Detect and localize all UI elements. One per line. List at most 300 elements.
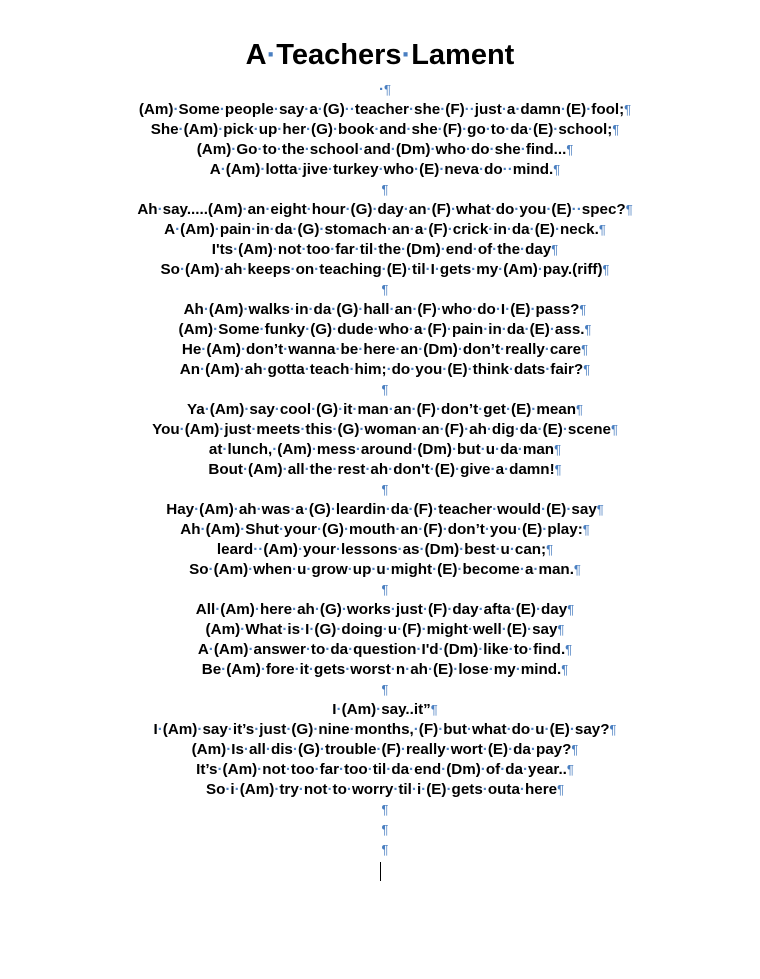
space-mark: · (439, 421, 445, 438)
text-line[interactable]: (Am)·Some·funky·(G)·dude·who·a·(F)·pain·in·da·(E)·ass.¶ (178, 321, 592, 338)
space-mark: · (376, 701, 382, 718)
space-mark: · (508, 741, 514, 758)
space-mark: · (344, 101, 350, 118)
space-mark: · (269, 221, 275, 238)
space-mark: · (408, 101, 415, 118)
space-mark: · (221, 661, 227, 678)
space-mark: · (304, 461, 310, 478)
space-mark: · (358, 141, 364, 158)
space-mark: · (455, 461, 461, 478)
space-mark: · (465, 141, 471, 158)
text-line[interactable]: An·(Am)·ah·gotta·teach·him;·do·you·(E)·think·dats·fair?¶ (179, 361, 591, 378)
space-mark: · (292, 601, 298, 618)
space-mark: · (418, 341, 424, 358)
space-mark: · (240, 621, 246, 638)
space-mark: · (505, 121, 511, 138)
text-line[interactable] (0, 800, 760, 820)
space-mark: · (354, 241, 360, 258)
space-mark: · (390, 141, 396, 158)
space-mark: · (297, 541, 303, 558)
space-mark: · (157, 721, 163, 738)
document-body[interactable] (0, 80, 760, 860)
space-mark: · (300, 621, 306, 638)
text-line[interactable]: Ah·say.....(Am)·an·eight·hour·(G)·day·an·(F)·what·do·you·(E)··spec?¶ (137, 201, 633, 218)
space-mark: · (446, 321, 452, 338)
space-mark: · (331, 301, 337, 318)
space-mark: · (406, 261, 413, 278)
space-mark: · (277, 121, 283, 138)
space-mark: · (233, 241, 239, 258)
space-mark: · (412, 441, 418, 458)
space-mark: · (335, 541, 341, 558)
space-mark: · (274, 781, 280, 798)
paragraph-mark: ¶ (579, 302, 587, 317)
space-mark: · (385, 501, 391, 518)
space-mark: · (433, 501, 439, 518)
space-mark: · (434, 261, 440, 278)
space-mark: · (421, 621, 427, 638)
text-line[interactable]: leard··(Am)·your·lessons·as·(Dm)·best·u·can;¶ (216, 541, 554, 558)
text-line[interactable]: She·(Am)·pick·up·her·(G)·book·and·she·(F)·go·to·da·(E)·school;¶ (150, 121, 620, 138)
space-mark: · (367, 761, 373, 778)
space-mark: · (500, 341, 506, 358)
space-mark: · (469, 101, 475, 118)
paragraph-mark: ¶ (381, 382, 389, 397)
paragraph-mark: ¶ (553, 162, 561, 177)
space-mark: · (478, 601, 484, 618)
space-mark: · (439, 161, 445, 178)
space-mark: · (438, 721, 444, 738)
space-mark: · (562, 421, 568, 438)
space-mark: · (213, 321, 219, 338)
space-mark: · (430, 141, 436, 158)
text-line[interactable]: I·(Am)·say..it”¶ (332, 701, 438, 718)
space-mark: · (382, 621, 388, 638)
space-mark: · (390, 601, 396, 618)
space-mark: · (506, 721, 512, 738)
space-mark: · (447, 601, 453, 618)
text-line[interactable]: Ya·(Am)·say·cool·(G)·it·man·an·(F)·don’t·get·(E)·mean¶ (186, 401, 584, 418)
space-mark: · (514, 421, 520, 438)
space-mark: · (274, 401, 280, 418)
space-mark: · (442, 361, 448, 378)
space-mark: · (311, 441, 317, 458)
space-mark: · (472, 301, 478, 318)
space-mark: · (385, 561, 391, 578)
space-mark: · (416, 421, 422, 438)
space-mark: · (549, 321, 555, 338)
space-mark: · (429, 461, 435, 478)
space-mark: · (294, 661, 300, 678)
paragraph-mark: ¶ (381, 482, 389, 497)
space-mark: · (178, 121, 184, 138)
space-mark: · (327, 161, 333, 178)
space-mark: · (546, 201, 552, 218)
space-mark: · (411, 401, 417, 418)
space-mark: · (304, 141, 310, 158)
space-mark: · (490, 461, 496, 478)
space-mark: · (426, 201, 432, 218)
space-mark: · (226, 741, 232, 758)
space-mark: · (349, 361, 355, 378)
space-mark: · (314, 761, 320, 778)
space-mark: · (335, 341, 341, 358)
space-mark: · (485, 121, 491, 138)
text-line[interactable]: Hay·(Am)·ah·was·a·(G)·leardin·da·(F)·teacher·would·(E)·say¶ (166, 501, 604, 518)
text-line[interactable]: I·(Am)·say·it’s·just·(G)·nine·months,·(F)·but·what·do·u·(E)·say?¶ (153, 721, 617, 738)
text-line[interactable]: (Am)·Some·people·say·a·(G)··teacher·she·(F)··just·a·damn·(E)·fool;¶ (138, 101, 632, 118)
space-mark: · (400, 741, 406, 758)
text-line[interactable]: So·(Am)·ah·keeps·on·teaching·(E)·til·I·gets·my·(Am)·pay.(riff)¶ (160, 261, 610, 278)
paragraph-mark: ¶ (381, 682, 389, 697)
space-mark: · (520, 241, 526, 258)
space-mark: · (501, 101, 507, 118)
text-line[interactable]: It’s·(Am)·not·too·far·too·til·da·end·(Dm)·of·da·year..¶ (196, 761, 574, 778)
space-mark: · (332, 421, 338, 438)
space-mark: · (505, 401, 512, 418)
space-mark: · (490, 201, 496, 218)
space-mark: · (272, 441, 278, 458)
space-mark: · (560, 101, 566, 118)
space-mark: · (529, 221, 535, 238)
text-line[interactable]: You·(Am)·just·meets·this·(G)·woman·an·(F)·ah·dig·da·(E)·scene¶ (152, 421, 618, 438)
space-mark: · (316, 521, 323, 538)
space-mark: · (282, 461, 288, 478)
text-line[interactable]: A·(Am)·lotta·jive·turkey·who·(E)·neva·do··mind.¶ (209, 161, 561, 178)
space-mark: · (492, 501, 498, 518)
space-mark: · (208, 561, 214, 578)
space-mark: · (516, 521, 522, 538)
space-mark: · (314, 601, 320, 618)
space-mark: · (483, 321, 489, 338)
text-line[interactable]: (Am)·Is·all·dis·(G)·trouble·(F)·really·wort·(E)·da·pay?¶ (191, 741, 579, 758)
space-mark: · (492, 241, 498, 258)
space-mark: · (451, 441, 458, 458)
space-mark: · (409, 761, 415, 778)
space-mark: · (253, 121, 259, 138)
space-mark: · (390, 661, 396, 678)
space-mark: · (406, 121, 412, 138)
space-mark: · (306, 561, 312, 578)
space-mark: · (462, 121, 468, 138)
space-mark: · (504, 461, 510, 478)
space-mark: · (242, 201, 248, 218)
space-mark: · (495, 441, 501, 458)
space-mark: · (157, 201, 163, 218)
space-mark: · (517, 441, 523, 458)
space-mark: · (248, 641, 254, 658)
space-mark: · (484, 521, 490, 538)
paragraph-mark: ¶ (571, 742, 579, 757)
space-mark: · (343, 521, 350, 538)
space-mark: · (519, 561, 525, 578)
space-mark: · (425, 261, 431, 278)
space-mark: · (500, 761, 506, 778)
paragraph-mark: ¶ (610, 422, 618, 437)
text-line[interactable]: (Am)·Go·to·the·school·and·(Dm)·who·do·she·find...¶ (196, 141, 574, 158)
space-mark: · (381, 261, 387, 278)
space-mark: · (528, 641, 534, 658)
space-mark: · (378, 161, 384, 178)
space-mark: · (457, 341, 463, 358)
space-mark: · (571, 201, 577, 218)
space-mark: · (332, 461, 338, 478)
space-mark: · (243, 301, 249, 318)
space-mark: · (466, 721, 472, 738)
space-mark: · (437, 121, 443, 138)
space-mark: · (586, 101, 592, 118)
paragraph-mark: ¶ (554, 462, 562, 477)
space-mark: · (220, 161, 226, 178)
text-line[interactable]: Ah·(Am)·Shut·your·(G)·mouth·an·(F)·don’t·you·(E)·play:¶ (180, 521, 590, 538)
paragraph-mark: ¶ (381, 282, 389, 297)
space-mark: · (300, 421, 306, 438)
space-mark: · (408, 501, 414, 518)
text-line[interactable]: So·(Am)·when·u·grow·up·u·might·(E)·become·a·man.¶ (189, 561, 581, 578)
space-mark: · (217, 761, 223, 778)
space-mark: · (240, 521, 246, 538)
space-mark: · (411, 781, 417, 798)
text-line[interactable] (0, 580, 760, 600)
text-line[interactable] (0, 680, 760, 700)
space-mark: · (330, 501, 336, 518)
space-mark: · (336, 701, 342, 718)
space-mark: · (527, 621, 533, 638)
paragraph-mark: ¶ (381, 802, 389, 817)
space-mark: · (488, 661, 494, 678)
space-mark: · (566, 501, 572, 518)
space-mark: · (373, 241, 379, 258)
paragraph-mark: ¶ (609, 722, 617, 737)
text-line[interactable]: So·i·(Am)·try·not·to·worry·til·i·(E)·gets·outa·here¶ (205, 781, 565, 798)
space-mark: · (341, 601, 347, 618)
text-line[interactable] (0, 840, 760, 860)
space-mark: · (308, 301, 314, 318)
space-mark: · (438, 641, 444, 658)
space-mark: · (292, 741, 298, 758)
paragraph-mark: ¶ (554, 442, 562, 457)
space-mark: · (409, 221, 415, 238)
space-mark: · (292, 221, 298, 238)
space-mark: · (179, 421, 185, 438)
space-mark: · (231, 141, 237, 158)
space-mark: · (509, 541, 515, 558)
paragraph-mark: ¶ (381, 582, 389, 597)
space-mark: · (358, 301, 364, 318)
paragraph-mark: ¶ (596, 502, 604, 517)
space-mark: · (371, 561, 377, 578)
space-mark: · (348, 641, 354, 658)
space-mark: · (352, 401, 358, 418)
space-mark: · (576, 201, 582, 218)
space-mark: · (257, 141, 263, 158)
space-mark: · (519, 781, 525, 798)
space-mark: · (327, 781, 333, 798)
space-mark: · (553, 121, 559, 138)
space-mark: · (515, 101, 521, 118)
space-mark: · (397, 541, 403, 558)
text-line[interactable]: Be·(Am)·fore·it·gets·worst·n·ah·(E)·lose·my·mind.¶ (201, 661, 569, 678)
text-line[interactable] (0, 480, 760, 500)
text-line[interactable]: Bout·(Am)·all·the·rest·ah·don't·(E)·give·a·damn!¶ (208, 461, 562, 478)
space-mark: · (234, 781, 240, 798)
space-mark: · (541, 501, 547, 518)
paragraph-mark: ¶ (381, 822, 389, 837)
space-mark: · (204, 401, 210, 418)
space-mark: · (203, 301, 209, 318)
space-mark: · (386, 761, 392, 778)
space-mark: · (200, 521, 206, 538)
space-mark: · (486, 421, 492, 438)
space-mark: · (338, 401, 344, 418)
space-mark: · (388, 401, 394, 418)
space-mark: · (201, 341, 207, 358)
space-mark: · (544, 341, 550, 358)
space-mark: · (298, 781, 304, 798)
space-mark: · (254, 601, 260, 618)
space-mark: · (219, 101, 225, 118)
space-mark: · (290, 501, 296, 518)
space-mark: · (393, 781, 399, 798)
space-mark: · (401, 241, 407, 258)
space-mark: · (240, 341, 247, 358)
text-line[interactable]: All·(Am)·here·ah·(G)·works·just·(F)·day·afta·(E)·day¶ (195, 601, 575, 618)
paragraph-mark: ¶ (566, 142, 574, 157)
space-mark: · (464, 421, 470, 438)
space-mark: · (569, 721, 575, 738)
text-line[interactable]: (Am)·What·is·I·(G)·doing·u·(F)·might·well·(E)·say¶ (205, 621, 565, 638)
paragraph-mark: ¶ (625, 202, 633, 217)
space-mark: · (214, 221, 220, 238)
space-mark: · (386, 221, 393, 238)
text-line[interactable]: He·(Am)·don’t·wanna·be·here·an·(Dm)·don’t·really·care¶ (181, 341, 589, 358)
space-mark: · (266, 39, 277, 71)
text-line[interactable] (0, 280, 760, 300)
space-mark: · (272, 241, 278, 258)
space-mark: · (306, 201, 312, 218)
space-mark: · (256, 501, 262, 518)
space-mark: · (467, 361, 473, 378)
space-mark: · (440, 101, 446, 118)
space-mark: · (544, 721, 550, 738)
space-mark: · (254, 721, 260, 738)
text-line[interactable] (0, 380, 760, 400)
space-mark: · (282, 621, 288, 638)
text-line[interactable] (0, 820, 760, 840)
space-mark: · (537, 261, 543, 278)
space-mark: · (251, 221, 257, 238)
space-mark: · (537, 421, 543, 438)
space-mark: · (401, 39, 412, 71)
space-mark: · (502, 161, 508, 178)
space-mark: · (365, 461, 371, 478)
space-mark: · (257, 761, 263, 778)
space-mark: · (219, 421, 225, 438)
document-title[interactable]: A·Teachers·Lament (245, 39, 515, 71)
space-mark: · (349, 721, 355, 738)
space-mark: · (413, 721, 419, 738)
space-mark: · (242, 261, 248, 278)
space-mark: · (227, 721, 233, 738)
text-line[interactable] (0, 180, 760, 200)
paragraph-mark: ¶ (612, 122, 620, 137)
space-mark: · (222, 441, 228, 458)
space-mark: · (495, 301, 501, 318)
space-mark: · (374, 121, 380, 138)
space-mark: · (262, 361, 268, 378)
space-mark: · (278, 521, 285, 538)
space-mark: · (514, 201, 520, 218)
space-mark: · (445, 741, 451, 758)
space-mark: · (515, 661, 521, 678)
space-mark: · (233, 501, 239, 518)
space-mark: · (435, 401, 442, 418)
space-mark: · (346, 781, 352, 798)
text-line[interactable] (0, 80, 760, 100)
space-mark: · (395, 341, 401, 358)
space-mark: · (194, 501, 200, 518)
text-line[interactable]: A·(Am)·pain·in·da·(G)·stomach·an·a·(F)·crick·in·da·(E)·neck.¶ (164, 221, 606, 238)
paragraph-mark: ¶ (565, 642, 573, 657)
paragraph-mark: ¶ (557, 622, 565, 637)
text-line[interactable]: I'ts·(Am)·not·too·far·til·the·(Dm)·end·of·the·day¶ (211, 241, 559, 258)
space-mark: · (304, 361, 310, 378)
space-mark: · (530, 301, 536, 318)
space-mark: · (506, 221, 512, 238)
space-mark: · (533, 561, 539, 578)
space-mark: · (215, 601, 221, 618)
space-mark: · (530, 741, 536, 758)
space-mark: · (530, 721, 536, 738)
space-mark: · (305, 641, 311, 658)
space-mark: · (313, 721, 319, 738)
space-mark: · (388, 461, 394, 478)
space-mark: · (386, 361, 392, 378)
paragraph-mark: ¶ (624, 102, 632, 117)
space-mark: · (317, 101, 323, 118)
space-mark: · (545, 361, 551, 378)
text-line[interactable]: Ah·(Am)·walks·in·da·(G)·hall·an·(F)·who·do·I·(E)·pass?¶ (183, 301, 587, 318)
space-mark: · (498, 261, 504, 278)
space-mark: · (472, 241, 478, 258)
space-mark: · (308, 661, 314, 678)
paragraph-mark: ¶ (576, 402, 584, 417)
space-mark: · (471, 261, 477, 278)
space-mark: · (292, 561, 298, 578)
space-mark: · (436, 301, 442, 318)
space-mark: · (510, 601, 516, 618)
space-mark: · (273, 101, 279, 118)
space-mark: · (480, 441, 486, 458)
space-mark: · (349, 101, 355, 118)
space-mark: · (508, 361, 514, 378)
space-mark: · (440, 241, 446, 258)
space-mark: · (505, 301, 511, 318)
space-mark: · (372, 201, 378, 218)
space-mark: · (423, 221, 429, 238)
text-line[interactable]: A·(Am)·answer·to·da·question·I'd·(Dm)·like·to·find.¶ (197, 641, 573, 658)
space-mark: · (285, 761, 291, 778)
space-mark: · (248, 561, 254, 578)
space-mark: · (488, 221, 494, 238)
space-mark: · (535, 601, 542, 618)
text-line[interactable]: at·lunch,·(Am)·mess·around·(Dm)·but·u·da·man¶ (208, 441, 562, 458)
paragraph-mark: ¶ (551, 242, 559, 257)
paragraph-mark: ¶ (584, 322, 592, 337)
space-mark: · (301, 241, 307, 258)
space-mark: · (179, 261, 185, 278)
space-mark: · (253, 541, 259, 558)
